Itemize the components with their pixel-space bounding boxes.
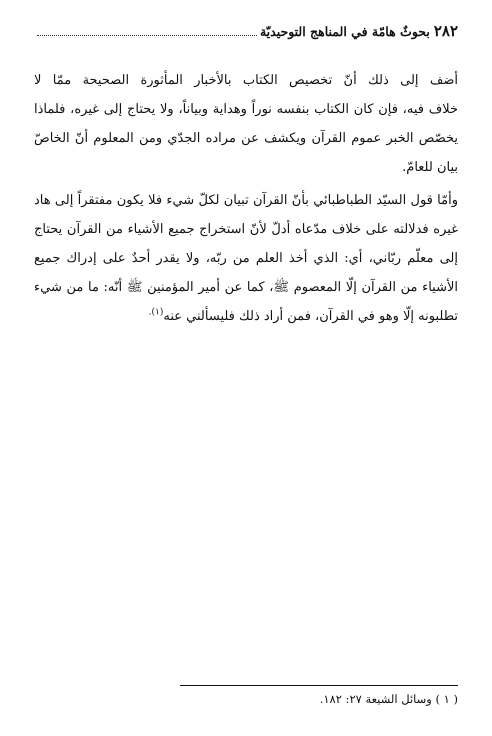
- paragraph: [34, 186, 458, 331]
- text-line: بيان للعامّ.: [402, 160, 458, 175]
- text-line: يخصّص الخبر عموم القرآن ويكشف عن مراده الجدّي ومن المعلوم أنّ الخاصّ: [34, 131, 458, 146]
- body-text: [34, 66, 458, 331]
- text-line: غيره فدلالته على خلاف مدّعاه أدلّ لأنّ استخراج جميع الأشياء من القرآن يحتاج: [34, 222, 458, 237]
- running-title: بحوثٌ هامّة في المناهج التوحيديّة: [259, 24, 430, 39]
- paragraph: [34, 66, 458, 182]
- text-line: الأشياء من القرآن إلّا المعصوم ﷺ، كما عن أمير المؤمنين ﷺ أنّه: ما من شيء: [34, 280, 458, 295]
- text-line: أضف إلى ذلك أنّ تخصيص الكتاب بالأخبار المأثورة الصحيحة ممّا لا: [34, 73, 458, 88]
- text-line: إلى معلّم ربّاني، أي: الذي أخذ العلم من ربّه، ولا يقدر أحدٌ على إدراك جميع: [34, 251, 458, 266]
- line-text: تطلبونه إلّا وهو في القرآن، فمن أراد ذلك فليسألني عنه: [163, 309, 458, 324]
- text-line: خلاف فيه، فإن كان الكتاب بنفسه نوراً وهداية وبياناً، ولا يحتاج إلى غيره، فلماذا: [34, 102, 458, 117]
- text-line: [34, 302, 458, 331]
- footnote-separator: [180, 685, 458, 686]
- page-number: ٢٨٢: [433, 22, 458, 40]
- running-header: [34, 22, 458, 42]
- footnote: ( ١ ) وسائل الشيعة ٢٧: ١٨٢.: [319, 692, 458, 706]
- text-line: وأمّا قول السيّد الطباطبائي بأنّ القرآن تبيان لكلّ شيء فلا يكون مفتقراً إلى هاد: [34, 193, 458, 208]
- footnote-reference[interactable]: (١).: [148, 307, 164, 318]
- dotted-leader: [37, 25, 257, 36]
